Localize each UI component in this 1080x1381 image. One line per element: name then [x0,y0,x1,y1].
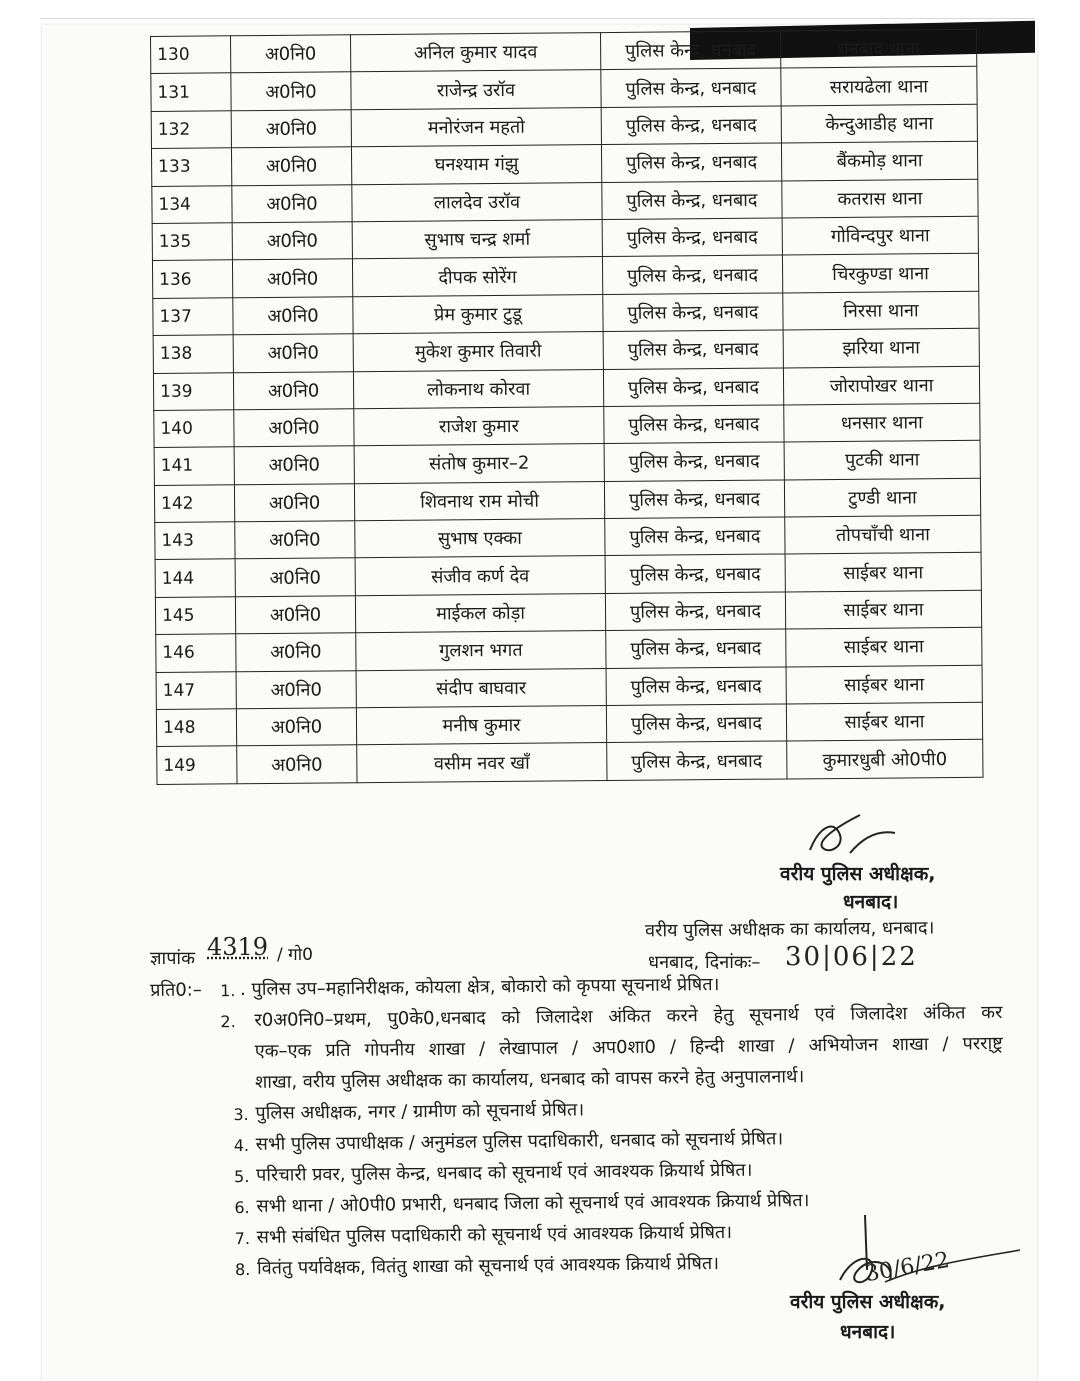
officer-name-cell: घनश्याम गंझु [351,145,601,185]
officer-name-cell: सुभाष चन्द्र शर्मा [352,220,602,260]
rank-cell: अ0नि0 [235,596,355,634]
rank-cell: अ0नि0 [233,371,353,409]
posted-to-cell: पुटकी थाना [784,441,980,480]
office-name: वरीय पुलिस अधीक्षक का कार्यालय, धनबाद। [644,917,935,942]
posted-to-cell: साईबर थाना [785,590,981,629]
serial-no-cell: 142 [154,484,234,522]
memo-suffix: / गो0 [277,945,313,965]
dist-num-4: 4. [233,1135,250,1156]
from-location-cell: पुलिस केन्द्र, धनबाद [601,68,781,107]
from-location-cell: पुलिस केन्द्र, धनबाद [602,181,782,220]
dist-text-1: . पुलिस उप–महानिरीक्षक, कोयला क्षेत्र, बोकारो को कृपया सूचनार्थ प्रेषित। [240,974,720,1001]
dist-text-7: सभी संबंधित पुलिस पदाधिकारी को सूचनार्थ एवं आवश्यक क्रियार्थ प्रेषित। [256,1221,733,1248]
from-location-cell: पुलिस केन्द्र, धनबाद [601,106,781,145]
from-location-cell: पुलिस केन्द्र, धनबाद [601,143,781,182]
rank-cell: अ0नि0 [236,670,356,708]
signature-place-2: धनबाद। [840,1321,896,1343]
posted-to-cell: तोपचाँची थाना [785,515,981,554]
posted-to-cell: धनबाद थाना [780,29,976,68]
dist-text-6: सभी थाना / ओ0पी0 प्रभारी, धनबाद जिला को सूचनार्थ एवं आवश्यक क्रियार्थ प्रेषित। [256,1190,810,1217]
from-location-cell: पुलिस केन्द्र, धनबाद [607,741,787,780]
dist-text-2a: र0अ0नि0–प्रथम, पु0के0,धनबाद को जिलादेश अंकित करने हेतु सूचनार्थ एवं जिलादेश अंकित कर [254,1002,1003,1031]
officer-name-cell: लोकनाथ कोरवा [353,369,603,409]
officer-name-cell: मनीष कुमार [356,706,606,746]
posted-to-cell: सरायढेला थाना [781,67,977,106]
officer-name-cell: वसीम नवर खाँ [357,743,607,783]
serial-no-cell: 133 [151,148,231,186]
officer-name-cell: राजेन्द्र उरॉव [351,70,601,110]
from-location-cell: पुलिस केन्द्र, धनबाद [603,330,783,369]
posted-to-cell: साईबर थाना [786,665,982,704]
serial-no-cell: 134 [152,185,232,223]
dist-text-8: वितंतु पर्यावेक्षक, वितंतु शाखा को सूचनार्थ एवं आवश्यक क्रियार्थ प्रेषित। [256,1253,720,1279]
dist-text-2b: एक–एक प्रति गोपनीय शाखा / लेखापाल / अप0शा0 / हिन्दी शाखा / अभियोजन शाखा / पररा्ष्ट्र [254,1033,1003,1062]
rank-cell: अ0नि0 [231,110,351,148]
posting-table [150,29,984,785]
serial-no-cell: 145 [155,597,235,635]
serial-no-cell: 140 [154,410,234,448]
officer-name-cell: संजीव कर्ण देव [355,556,605,596]
serial-no-cell: 149 [157,746,237,784]
serial-no-cell: 141 [154,447,234,485]
rank-cell: अ0नि0 [233,334,353,372]
posted-to-cell: चिरकुण्डा थाना [782,254,978,293]
from-location-cell: पुलिस केन्द्र, धनबाद [604,405,784,444]
signature-designation-1: वरीय पुलिस अधीक्षक, [780,863,936,885]
rank-cell: अ0नि0 [232,184,352,222]
rank-cell: अ0नि0 [231,35,351,73]
dist-num-3: 3. [233,1104,249,1125]
memo-label: ज्ञापांक [150,948,195,969]
posted-to-cell: जोरापोखर थाना [783,366,979,405]
rank-cell: अ0नि0 [232,222,352,260]
serial-no-cell: 144 [155,559,235,597]
from-location-cell: पुलिस केन्द्र, धनबाद [604,442,784,481]
rank-cell: अ0नि0 [236,708,356,746]
serial-no-cell: 131 [151,73,231,111]
officer-name-cell: संदीप बाघवार [356,668,606,708]
from-location-cell: पुलिस केन्द्र, धनबाद [605,554,785,593]
from-location-cell: पुलिस केन्द्र, धनबाद [606,667,786,706]
dist-num-2: 2. [220,1012,236,1032]
serial-no-cell: 139 [153,372,233,410]
top-strip [0,0,1080,20]
posted-to-cell: बैंकमोड़ थाना [781,141,977,180]
from-location-cell: पुलिस केन्द्र, धनबाद [600,31,780,70]
serial-no-cell: 136 [152,260,232,298]
posted-to-cell: निरसा थाना [783,291,979,330]
officer-name-cell: मुकेश कुमार तिवारी [353,332,603,372]
serial-no-cell: 147 [156,671,236,709]
posted-to-cell: धनसार थाना [784,403,980,442]
serial-no-cell: 143 [155,522,235,560]
from-location-cell: पुलिस केन्द्र, धनबाद [606,704,786,743]
dist-prefix: प्रति0:– [150,979,202,1001]
dist-num-8: 8. [234,1259,251,1280]
posting-table-container [150,29,989,836]
posted-to-cell: गोविन्दपुर थाना [782,216,978,255]
officer-name-cell: सुभाष एक्का [355,519,605,559]
officer-name-cell: अनिल कुमार यादव [350,33,600,73]
officer-name-cell: गुलशन भगत [356,631,606,671]
rank-cell: अ0नि0 [231,147,351,185]
table-row [157,740,983,785]
rank-cell: अ0नि0 [237,745,357,783]
officer-name-cell: लालदेव उरॉव [352,182,602,222]
posted-to-cell: केन्दुआडीह थाना [781,104,977,143]
dist-num-7: 7. [234,1228,251,1249]
memo-number: 4319 [207,933,269,961]
rank-cell: अ0नि0 [234,446,354,484]
dist-text-5: परिचारी प्रवर, पुलिस केन्द्र, धनबाद को सूचनार्थ एवं आवश्यक क्रियार्थ प्रेषित। [255,1159,753,1186]
officer-name-cell: संतोष कुमार–2 [354,444,604,484]
dist-num-5: 5. [233,1166,250,1187]
serial-no-cell: 135 [152,223,232,261]
officer-name-cell: शिवनाथ राम मोची [354,481,604,521]
rank-cell: अ0नि0 [234,409,354,447]
serial-no-cell: 138 [153,335,233,373]
serial-no-cell: 137 [153,298,233,336]
rank-cell: अ0नि0 [232,259,352,297]
rank-cell: अ0नि0 [233,296,353,334]
officer-name-cell: दीपक सोरेंग [352,257,602,297]
officer-name-cell: राजेश कुमार [354,406,604,446]
from-location-cell: पुलिस केन्द्र, धनबाद [604,480,784,519]
posted-to-cell: झरिया थाना [783,328,979,367]
signature-scribble-1 [800,805,910,865]
from-location-cell: पुलिस केन्द्र, धनबाद [605,517,785,556]
rank-cell: अ0नि0 [231,72,351,110]
posted-to-cell: साईबर थाना [786,702,982,741]
date-value: 30|06|22 [785,942,918,972]
posted-to-cell: कतरास थाना [782,179,978,218]
rank-cell: अ0नि0 [236,633,356,671]
from-location-cell: पुलिस केन्द्र, धनबाद [603,368,783,407]
posted-to-cell: कुमारधुबी ओ0पी0 [787,740,983,779]
top-divider [40,18,1035,19]
dist-text-4: सभी पुलिस उपाधीक्षक / अनुमंडल पुलिस पदाधिकारी, धनबाद को सूचनार्थ प्रेषित। [255,1128,784,1155]
from-location-cell: पुलिस केन्द्र, धनबाद [602,218,782,257]
dist-text-2c: शाखा, वरीय पुलिस अधीक्षक का कार्यालय, धनबाद को वापस करने हेतु अनुपालनार्थ। [254,1066,805,1093]
from-location-cell: पुलिस केन्द्र, धनबाद [606,629,786,668]
date-label: धनबाद, दिनांकः– [648,952,761,973]
posted-to-cell: टुण्डी थाना [784,478,980,517]
from-location-cell: पुलिस केन्द्र, धनबाद [605,592,785,631]
dist-num-6: 6. [234,1197,250,1218]
serial-no-cell: 146 [156,634,236,672]
signature-designation-2: वरीय पुलिस अधीक्षक, [790,1291,946,1313]
from-location-cell: पुलिस केन्द्र, धनबाद [602,255,782,294]
serial-no-cell: 148 [156,709,236,747]
signature-date-2: 30/6/22 [863,1247,952,1288]
dist-num-1: 1. [220,981,236,1001]
officer-name-cell: माईकल कोड़ा [355,593,605,633]
posted-to-cell: साईबर थाना [786,628,982,667]
officer-name-cell: मनोरंजन महतो [351,107,601,147]
posted-to-cell: साईबर थाना [785,553,981,592]
serial-no-cell: 132 [151,111,231,149]
from-location-cell: पुलिस केन्द्र, धनबाद [603,293,783,332]
rank-cell: अ0नि0 [235,558,355,596]
rank-cell: अ0नि0 [234,483,354,521]
signature-place-1: धनबाद। [843,891,899,913]
serial-no-cell: 130 [151,36,231,74]
officer-name-cell: प्रेम कुमार टुडू [353,294,603,334]
dist-text-3: पुलिस अधीक्षक, नगर / ग्रामीण को सूचनार्थ प्रेषित। [255,1099,585,1124]
rank-cell: अ0नि0 [235,521,355,559]
